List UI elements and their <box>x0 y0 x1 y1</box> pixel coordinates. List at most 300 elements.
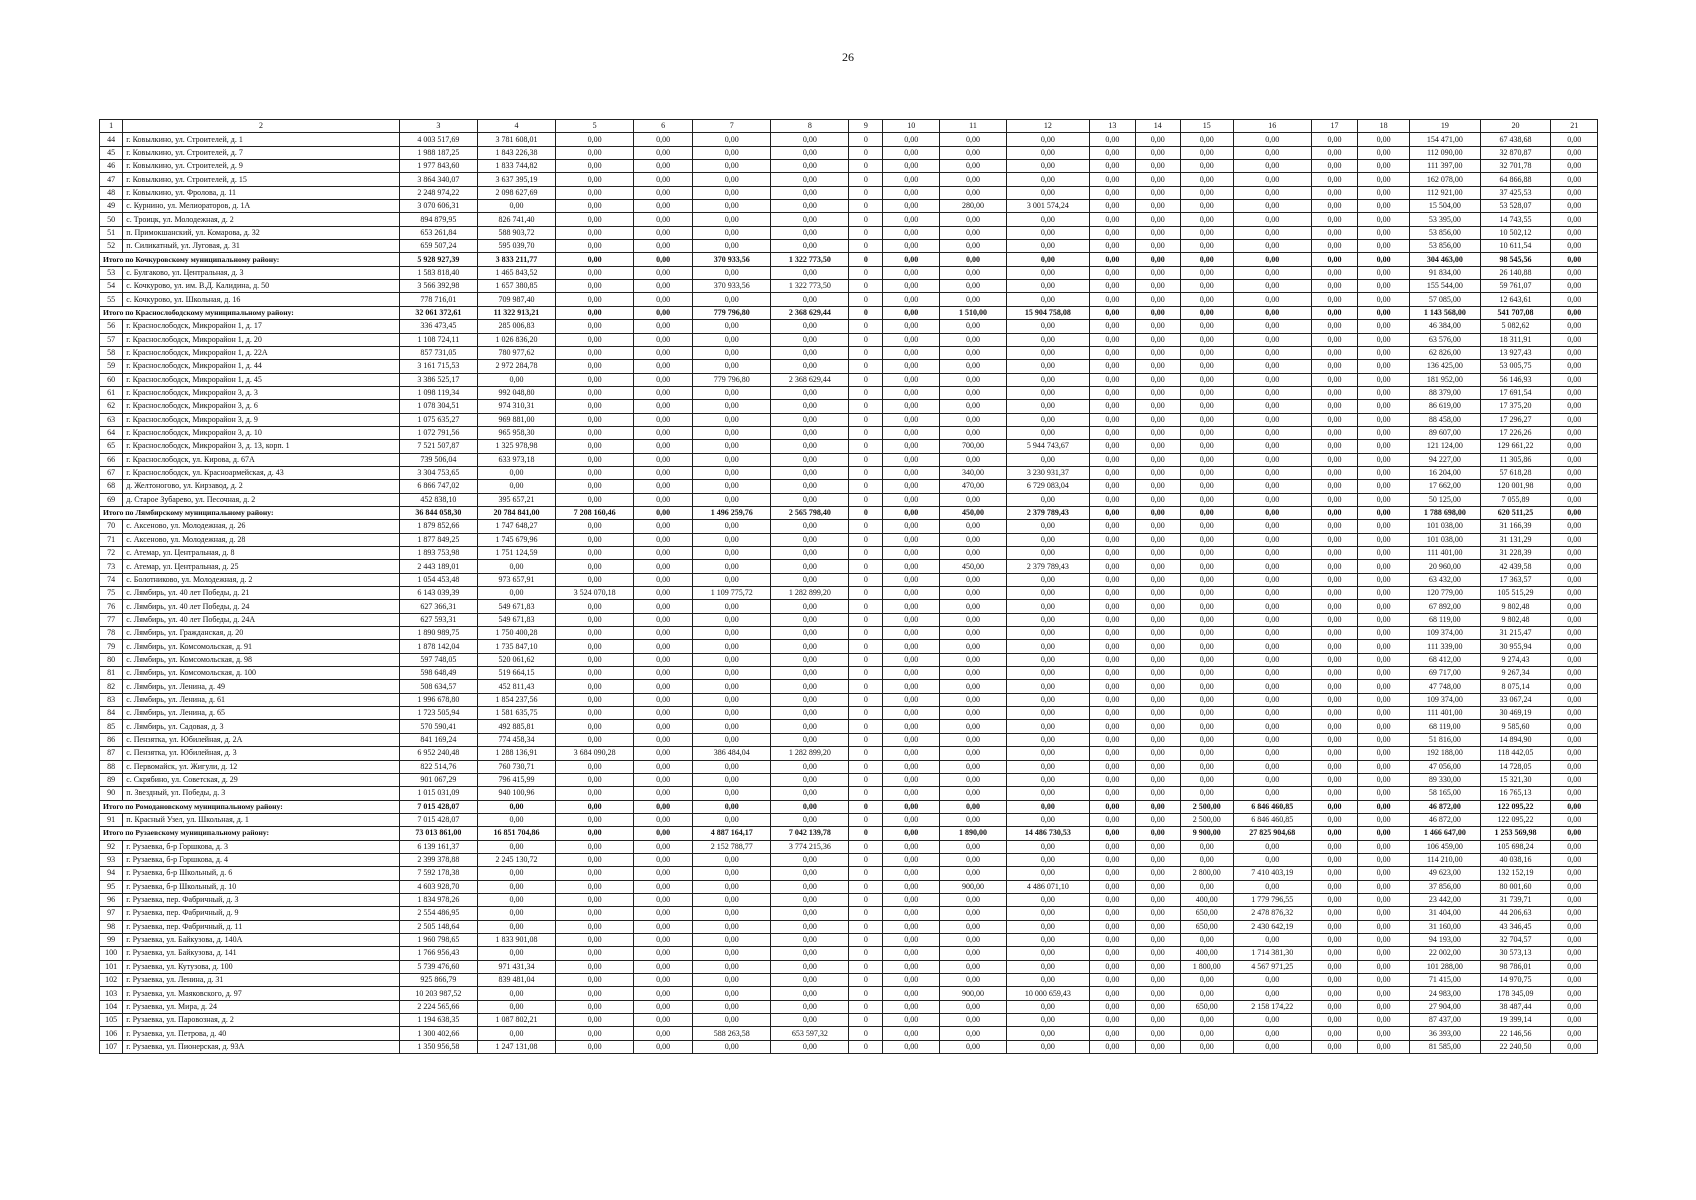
address-cell: г. Рузаевка, б-р Школьный, д. 6 <box>123 867 400 880</box>
table-cell: 0,00 <box>1135 693 1180 706</box>
table-cell: 0,00 <box>771 1000 849 1013</box>
table-cell: 900,00 <box>940 880 1007 893</box>
table-cell: 1 877 849,25 <box>399 533 477 546</box>
table-cell: 0,00 <box>556 1040 634 1053</box>
table-cell: 0,00 <box>1358 947 1410 960</box>
table-cell: 0 <box>849 480 883 493</box>
table-cell: 0,00 <box>556 346 634 359</box>
table-cell: 0,00 <box>1358 787 1410 800</box>
table-cell: 0,00 <box>634 920 693 933</box>
address-cell: с. Лямбирь, ул. 40 лет Победы, д. 21 <box>123 587 400 600</box>
table-cell: 0,00 <box>1358 893 1410 906</box>
table-cell: 46 384,00 <box>1409 320 1480 333</box>
table-cell: 0,00 <box>1311 827 1357 840</box>
row-number: 73 <box>100 560 123 573</box>
table-cell: 0,00 <box>1311 413 1357 426</box>
table-cell: 19 399,14 <box>1480 1014 1551 1027</box>
table-cell: 0,00 <box>1311 466 1357 479</box>
table-cell: 0,00 <box>1006 346 1089 359</box>
table-cell: 0,00 <box>883 453 940 466</box>
table-cell: 0,00 <box>883 173 940 186</box>
table-cell: 0,00 <box>1311 320 1357 333</box>
table-cell: 0 <box>849 280 883 293</box>
table-cell: 0,00 <box>1358 400 1410 413</box>
table-cell: 0,00 <box>883 640 940 653</box>
table-cell: 0,00 <box>1135 1014 1180 1027</box>
address-cell: п. Примокшанский, ул. Комарова, д. 32 <box>123 226 400 239</box>
address-cell: с. Курнино, ул. Мелиораторов, д. 1А <box>123 200 400 213</box>
table-cell: 925 866,79 <box>399 974 477 987</box>
table-cell: 0,00 <box>1090 880 1135 893</box>
table-cell: 0,00 <box>1551 587 1598 600</box>
table-cell: 0,00 <box>1135 426 1180 439</box>
table-cell: 0,00 <box>1180 200 1233 213</box>
table-cell: 154 471,00 <box>1409 133 1480 146</box>
row-number: 96 <box>100 893 123 906</box>
table-cell: 0,00 <box>1358 987 1410 1000</box>
table-cell: 0,00 <box>940 773 1007 786</box>
table-cell: 0,00 <box>771 720 849 733</box>
address-cell: с. Лямбирь, ул. Гражданская, д. 20 <box>123 627 400 640</box>
address-cell: г. Рузаевка, ул. Пионерская, д. 93А <box>123 1040 400 1053</box>
table-cell: 0,00 <box>693 920 771 933</box>
table-cell: 0,00 <box>1551 960 1598 973</box>
table-cell: 0,00 <box>1135 253 1180 266</box>
table-cell: 0,00 <box>1358 720 1410 733</box>
table-cell: 0 <box>849 186 883 199</box>
table-cell: 0,00 <box>1006 933 1089 946</box>
table-cell: 43 346,45 <box>1480 920 1551 933</box>
table-cell: 0,00 <box>634 186 693 199</box>
table-cell: 0,00 <box>556 933 634 946</box>
table-cell: 0,00 <box>771 613 849 626</box>
table-cell: 1 288 136,91 <box>477 747 555 760</box>
row-number: 107 <box>100 1040 123 1053</box>
table-cell: 0,00 <box>1311 200 1357 213</box>
table-cell: 0,00 <box>1090 200 1135 213</box>
table-cell: 1 750 400,28 <box>477 627 555 640</box>
table-cell: 0,00 <box>1180 506 1233 519</box>
table-cell: 0,00 <box>1090 373 1135 386</box>
table-cell: 53 395,00 <box>1409 213 1480 226</box>
row-number: 68 <box>100 480 123 493</box>
table-cell: 9 900,00 <box>1180 827 1233 840</box>
table-row <box>100 907 1598 920</box>
table-cell: 0 <box>849 200 883 213</box>
table-cell: 51 816,00 <box>1409 733 1480 746</box>
table-cell: 0,00 <box>1233 146 1311 159</box>
table-cell: 3 566 392,98 <box>399 280 477 293</box>
table-cell: 0,00 <box>693 813 771 826</box>
table-cell: 0,00 <box>1006 133 1089 146</box>
table-cell: 0,00 <box>883 426 940 439</box>
table-cell: 1 098 119,34 <box>399 386 477 399</box>
table-cell: 739 506,04 <box>399 453 477 466</box>
table-cell: 0,00 <box>1090 987 1135 1000</box>
row-number: 103 <box>100 987 123 1000</box>
table-cell: 0,00 <box>940 747 1007 760</box>
table-cell: 0,00 <box>771 453 849 466</box>
table-cell: 0,00 <box>693 720 771 733</box>
table-cell: 30 573,13 <box>1480 947 1551 960</box>
table-cell: 0,00 <box>693 627 771 640</box>
table-cell: 0,00 <box>1135 787 1180 800</box>
table-cell: 0,00 <box>634 867 693 880</box>
table-cell: 0,00 <box>1006 280 1089 293</box>
table-cell: 0,00 <box>940 840 1007 853</box>
table-cell: 0,00 <box>771 466 849 479</box>
table-cell: 0,00 <box>693 266 771 279</box>
table-cell: 0,00 <box>1135 707 1180 720</box>
table-cell: 0,00 <box>693 493 771 506</box>
table-row <box>100 840 1598 853</box>
table-cell: 37 425,53 <box>1480 186 1551 199</box>
table-cell: 0,00 <box>634 907 693 920</box>
table-cell: 0,00 <box>1551 400 1598 413</box>
table-cell: 0 <box>849 293 883 306</box>
table-cell: 0,00 <box>1358 560 1410 573</box>
table-cell: 0,00 <box>1311 653 1357 666</box>
table-cell: 0,00 <box>556 720 634 733</box>
table-cell: 0,00 <box>1135 733 1180 746</box>
table-cell: 0,00 <box>1358 253 1410 266</box>
table-cell: 0,00 <box>1551 213 1598 226</box>
table-cell: 0,00 <box>1233 533 1311 546</box>
table-cell: 57 618,28 <box>1480 466 1551 479</box>
column-header: 9 <box>849 120 883 133</box>
table-cell: 0,00 <box>1551 707 1598 720</box>
table-cell: 0,00 <box>940 813 1007 826</box>
table-cell: 0,00 <box>556 533 634 546</box>
table-cell: 1 282 899,20 <box>771 747 849 760</box>
table-cell: 0,00 <box>1311 907 1357 920</box>
table-row <box>100 627 1598 640</box>
table-cell: 3 864 340,07 <box>399 173 477 186</box>
table-cell: 1 960 798,65 <box>399 933 477 946</box>
table-cell: 0,00 <box>940 800 1007 813</box>
table-cell: 0,00 <box>1135 160 1180 173</box>
table-cell: 10 502,12 <box>1480 226 1551 239</box>
table-cell: 549 671,83 <box>477 613 555 626</box>
table-cell: 0 <box>849 813 883 826</box>
table-cell: 0,00 <box>1311 920 1357 933</box>
table-cell: 47 056,00 <box>1409 760 1480 773</box>
table-cell: 91 834,00 <box>1409 266 1480 279</box>
table-cell: 0,00 <box>940 373 1007 386</box>
table-cell: 0,00 <box>1233 453 1311 466</box>
table-cell: 0,00 <box>1233 693 1311 706</box>
table-cell: 0 <box>849 693 883 706</box>
table-row <box>100 960 1598 973</box>
table-cell: 0,00 <box>1358 693 1410 706</box>
column-number-row <box>100 120 1598 133</box>
table-cell: 5 739 476,60 <box>399 960 477 973</box>
table-cell: 0,00 <box>771 653 849 666</box>
table-cell: 0,00 <box>1006 813 1089 826</box>
table-cell: 0,00 <box>477 840 555 853</box>
table-cell: 0 <box>849 240 883 253</box>
table-cell: 0,00 <box>1233 653 1311 666</box>
table-cell: 0,00 <box>1311 1040 1357 1053</box>
table-cell: 0,00 <box>1090 440 1135 453</box>
table-cell: 0,00 <box>556 653 634 666</box>
table-cell: 0,00 <box>883 213 940 226</box>
table-cell: 0,00 <box>556 880 634 893</box>
address-cell: д. Желтоногово, ул. Кирзавод, д. 2 <box>123 480 400 493</box>
table-cell: 0,00 <box>1006 386 1089 399</box>
table-cell: 570 590,41 <box>399 720 477 733</box>
table-cell: 973 657,91 <box>477 573 555 586</box>
table-cell: 0,00 <box>883 253 940 266</box>
table-cell: 0,00 <box>1358 506 1410 519</box>
table-cell: 0,00 <box>1135 867 1180 880</box>
table-cell: 0,00 <box>1358 480 1410 493</box>
table-cell: 0,00 <box>556 333 634 346</box>
table-cell: 0,00 <box>1233 733 1311 746</box>
table-cell: 0,00 <box>1311 813 1357 826</box>
table-cell: 17 691,54 <box>1480 386 1551 399</box>
table-cell: 0,00 <box>556 400 634 413</box>
table-row <box>100 293 1598 306</box>
table-cell: 0,00 <box>1551 853 1598 866</box>
table-cell: 0,00 <box>1006 533 1089 546</box>
table-cell: 7 015 428,07 <box>399 813 477 826</box>
table-cell: 0,00 <box>1233 720 1311 733</box>
column-header: 14 <box>1135 120 1180 133</box>
table-cell: 2 248 974,22 <box>399 186 477 199</box>
table-cell: 0,00 <box>1311 533 1357 546</box>
table-cell: 59 761,07 <box>1480 280 1551 293</box>
table-cell: 0,00 <box>771 360 849 373</box>
table-cell: 0,00 <box>556 173 634 186</box>
table-cell: 15 321,30 <box>1480 773 1551 786</box>
row-number: 82 <box>100 680 123 693</box>
table-cell: 0,00 <box>771 880 849 893</box>
row-number: 46 <box>100 160 123 173</box>
table-cell: 0,00 <box>1311 893 1357 906</box>
table-cell: 0,00 <box>1551 893 1598 906</box>
table-cell: 0,00 <box>634 800 693 813</box>
table-cell: 1 890 989,75 <box>399 627 477 640</box>
row-number: 69 <box>100 493 123 506</box>
address-cell: с. Булгаково, ул. Центральная, д. 3 <box>123 266 400 279</box>
table-cell: 0,00 <box>1358 773 1410 786</box>
table-row <box>100 987 1598 1000</box>
table-cell: 0,00 <box>1358 907 1410 920</box>
row-number: 91 <box>100 813 123 826</box>
table-cell: 0,00 <box>1551 693 1598 706</box>
table-cell: 0 <box>849 506 883 519</box>
table-cell: 105 698,24 <box>1480 840 1551 853</box>
column-header: 21 <box>1551 120 1598 133</box>
table-cell: 0,00 <box>1551 200 1598 213</box>
table-cell: 0,00 <box>1233 1014 1311 1027</box>
table-cell: 0,00 <box>883 613 940 626</box>
table-cell: 0 <box>849 840 883 853</box>
table-cell: 47 748,00 <box>1409 680 1480 693</box>
table-cell: 0 <box>849 853 883 866</box>
table-cell: 16 851 704,86 <box>477 827 555 840</box>
table-cell: 0,00 <box>634 733 693 746</box>
table-cell: 0,00 <box>693 226 771 239</box>
table-cell: 0,00 <box>940 853 1007 866</box>
table-cell: 0,00 <box>1135 587 1180 600</box>
table-cell: 0,00 <box>771 960 849 973</box>
table-cell: 0,00 <box>1135 320 1180 333</box>
table-cell: 0,00 <box>556 426 634 439</box>
table-cell: 0,00 <box>771 440 849 453</box>
table-cell: 0,00 <box>556 773 634 786</box>
table-cell: 0,00 <box>771 1014 849 1027</box>
table-cell: 0,00 <box>1551 1040 1598 1053</box>
table-cell: 0,00 <box>1135 213 1180 226</box>
table-cell: 89 607,00 <box>1409 426 1480 439</box>
address-cell: п. Звездный, ул. Победы, д. 3 <box>123 787 400 800</box>
table-cell: 30 955,94 <box>1480 640 1551 653</box>
table-cell: 2 368 629,44 <box>771 373 849 386</box>
table-cell: 0,00 <box>1090 146 1135 159</box>
table-cell: 0,00 <box>634 747 693 760</box>
table-cell: 1 496 259,76 <box>693 506 771 519</box>
table-cell: 0,00 <box>1006 240 1089 253</box>
table-cell: 0,00 <box>556 987 634 1000</box>
table-cell: 1 465 843,52 <box>477 266 555 279</box>
table-cell: 0,00 <box>1358 680 1410 693</box>
table-cell: 0,00 <box>1233 600 1311 613</box>
column-header: 8 <box>771 120 849 133</box>
table-cell: 0,00 <box>556 146 634 159</box>
table-cell: 0,00 <box>940 760 1007 773</box>
table-cell: 0 <box>849 587 883 600</box>
column-header: 4 <box>477 120 555 133</box>
table-cell: 0,00 <box>940 400 1007 413</box>
table-cell: 0,00 <box>634 613 693 626</box>
table-cell: 0 <box>849 960 883 973</box>
table-cell: 9 802,48 <box>1480 600 1551 613</box>
table-cell: 400,00 <box>1180 893 1233 906</box>
table-cell: 0,00 <box>1006 360 1089 373</box>
table-cell: 0,00 <box>693 787 771 800</box>
table-cell: 0,00 <box>1090 813 1135 826</box>
table-cell: 0,00 <box>1358 146 1410 159</box>
table-cell: 0,00 <box>1358 667 1410 680</box>
table-cell: 30 469,19 <box>1480 707 1551 720</box>
table-cell: 0,00 <box>1180 987 1233 1000</box>
table-cell: 0,00 <box>940 667 1007 680</box>
table-cell: 0,00 <box>883 280 940 293</box>
table-cell: 2 430 642,19 <box>1233 920 1311 933</box>
table-cell: 0,00 <box>1180 707 1233 720</box>
table-cell: 0,00 <box>1358 733 1410 746</box>
table-cell: 0,00 <box>693 800 771 813</box>
table-row <box>100 160 1598 173</box>
table-cell: 14 970,75 <box>1480 974 1551 987</box>
table-cell: 0,00 <box>1006 547 1089 560</box>
table-cell: 0,00 <box>556 200 634 213</box>
address-cell: г. Краснослободск, Микрорайон 3, д. 3 <box>123 386 400 399</box>
table-row <box>100 466 1598 479</box>
table-cell: 0,00 <box>1180 453 1233 466</box>
table-cell: 0,00 <box>1090 747 1135 760</box>
table-cell: 0,00 <box>1090 1040 1135 1053</box>
table-cell: 0,00 <box>1180 1027 1233 1040</box>
table-cell: 0,00 <box>1311 867 1357 880</box>
table-cell: 0,00 <box>883 200 940 213</box>
table-cell: 0,00 <box>1180 600 1233 613</box>
table-row <box>100 600 1598 613</box>
table-cell: 0,00 <box>1135 893 1180 906</box>
table-cell: 0,00 <box>1311 640 1357 653</box>
table-row <box>100 426 1598 439</box>
table-row <box>100 893 1598 906</box>
table-cell: 0,00 <box>556 627 634 640</box>
table-cell: 0,00 <box>1358 293 1410 306</box>
table-cell: 969 881,00 <box>477 413 555 426</box>
table-cell: 88 458,00 <box>1409 413 1480 426</box>
table-cell: 53 528,07 <box>1480 200 1551 213</box>
row-number: 45 <box>100 146 123 159</box>
table-cell: 0,00 <box>556 920 634 933</box>
table-cell: 0,00 <box>1551 520 1598 533</box>
table-cell: 0,00 <box>1090 266 1135 279</box>
table-cell: 627 366,31 <box>399 600 477 613</box>
table-cell: 700,00 <box>940 440 1007 453</box>
table-cell: 0,00 <box>1358 240 1410 253</box>
address-cell: г. Краснослободск, Микрорайон 3, д. 6 <box>123 400 400 413</box>
table-cell: 400,00 <box>1180 947 1233 960</box>
table-cell: 0,00 <box>1358 707 1410 720</box>
table-cell: 0,00 <box>1358 600 1410 613</box>
table-cell: 0,00 <box>1006 320 1089 333</box>
table-cell: 58 165,00 <box>1409 787 1480 800</box>
row-number: 54 <box>100 280 123 293</box>
table-cell: 0,00 <box>1551 867 1598 880</box>
table-cell: 0,00 <box>1233 493 1311 506</box>
table-cell: 0,00 <box>1551 386 1598 399</box>
column-header: 3 <box>399 120 477 133</box>
table-cell: 0,00 <box>1090 186 1135 199</box>
row-number: 104 <box>100 1000 123 1013</box>
table-cell: 1 788 698,00 <box>1409 506 1480 519</box>
table-cell: 0,00 <box>1358 440 1410 453</box>
table-cell: 0,00 <box>1551 627 1598 640</box>
table-cell: 0,00 <box>1311 547 1357 560</box>
table-cell: 0,00 <box>556 253 634 266</box>
table-cell: 31 228,39 <box>1480 547 1551 560</box>
table-cell: 0,00 <box>1551 787 1598 800</box>
table-cell: 3 230 931,37 <box>1006 466 1089 479</box>
table-cell: 0,00 <box>883 813 940 826</box>
row-number: 89 <box>100 773 123 786</box>
table-cell: 774 458,34 <box>477 733 555 746</box>
table-cell: 1 078 304,51 <box>399 400 477 413</box>
table-cell: 0,00 <box>1311 493 1357 506</box>
table-cell: 0,00 <box>1233 440 1311 453</box>
table-cell: 1 735 847,10 <box>477 640 555 653</box>
table-cell: 0 <box>849 453 883 466</box>
table-cell: 0,00 <box>1090 613 1135 626</box>
table-cell: 653 597,32 <box>771 1027 849 1040</box>
table-cell: 0,00 <box>634 413 693 426</box>
column-header: 12 <box>1006 120 1089 133</box>
table-cell: 17 226,26 <box>1480 426 1551 439</box>
table-cell: 0,00 <box>1233 133 1311 146</box>
table-cell: 0,00 <box>1006 293 1089 306</box>
table-cell: 132 152,19 <box>1480 867 1551 880</box>
table-cell: 0,00 <box>1311 627 1357 640</box>
row-number: 59 <box>100 360 123 373</box>
table-cell: 192 188,00 <box>1409 747 1480 760</box>
